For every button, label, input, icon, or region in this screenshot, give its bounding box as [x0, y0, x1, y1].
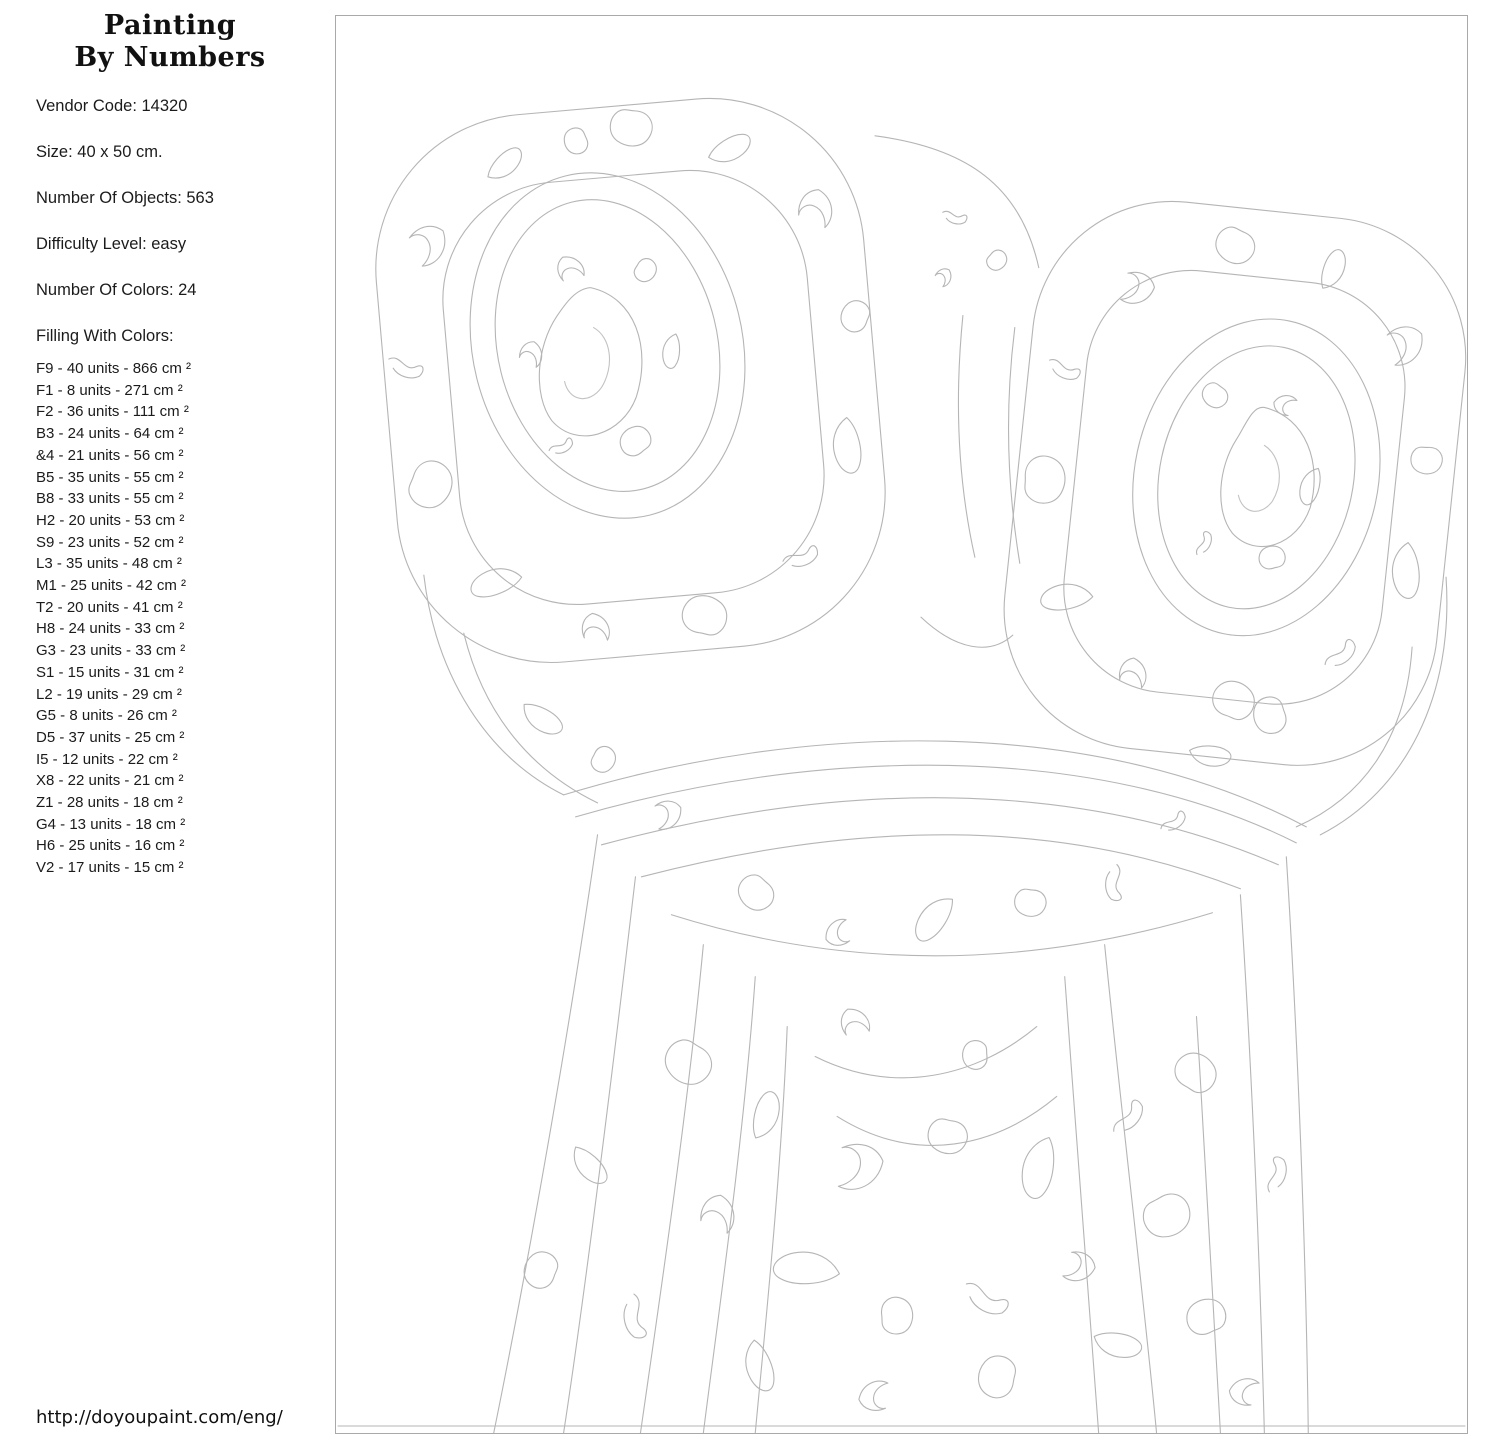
site-url: http://doyoupaint.com/eng/	[36, 1407, 283, 1428]
color-list-item: D5 - 37 units - 25 cm ²	[36, 728, 185, 746]
color-list-item: G4 - 13 units - 18 cm ²	[36, 815, 186, 833]
info-panel	[0, 0, 336, 1453]
color-list-item: V2 - 17 units - 15 cm ²	[36, 859, 184, 877]
color-list-item: I5 - 12 units - 22 cm ²	[36, 750, 178, 768]
page-title-line2: By Numbers	[74, 42, 266, 74]
object-count-text: Number Of Objects: 563	[36, 189, 214, 207]
color-list-item: T2 - 20 units - 41 cm ²	[36, 598, 183, 616]
filling-header: Filling With Colors:	[36, 327, 174, 345]
color-list-item: L2 - 19 units - 29 cm ²	[36, 685, 182, 703]
color-list	[36, 358, 191, 879]
color-list-item: &4 - 21 units - 56 cm ²	[36, 446, 184, 464]
page-title	[0, 10, 340, 75]
color-list-item: Z1 - 28 units - 18 cm ²	[36, 794, 183, 812]
page-title-line1: Painting	[103, 10, 237, 41]
color-list-item: L3 - 35 units - 48 cm ²	[36, 555, 182, 573]
color-list-item: G5 - 8 units - 26 cm ²	[36, 707, 177, 725]
color-list-item: X8 - 22 units - 21 cm ²	[36, 772, 184, 790]
size-text: Size: 40 x 50 cm.	[36, 143, 163, 161]
color-list-item: H6 - 25 units - 16 cm ²	[36, 837, 185, 855]
details-block	[36, 96, 214, 346]
color-list-item: M1 - 25 units - 42 cm ²	[36, 577, 187, 595]
color-list-item: H8 - 24 units - 33 cm ²	[36, 620, 185, 638]
color-list-item: B8 - 33 units - 55 cm ²	[36, 490, 184, 508]
paint-canvas	[335, 15, 1468, 1434]
color-list-item: B3 - 24 units - 64 cm ²	[36, 425, 184, 443]
color-list-item: H2 - 20 units - 53 cm ²	[36, 511, 185, 529]
vendor-code-text: Vendor Code: 14320	[36, 97, 188, 115]
color-list-item: G3 - 23 units - 33 cm ²	[36, 642, 186, 660]
frog-line-art	[336, 16, 1467, 1433]
color-list-item: F1 - 8 units - 271 cm ²	[36, 381, 183, 399]
difficulty-text: Difficulty Level: easy	[36, 235, 187, 253]
color-list-item: F9 - 40 units - 866 cm ²	[36, 360, 192, 377]
color-list-item: F2 - 36 units - 111 cm ²	[36, 403, 189, 421]
color-count-text: Number Of Colors: 24	[36, 281, 197, 299]
color-list-item: S9 - 23 units - 52 cm ²	[36, 533, 184, 551]
color-list-item: B5 - 35 units - 55 cm ²	[36, 468, 184, 486]
color-list-item: S1 - 15 units - 31 cm ²	[36, 663, 184, 681]
